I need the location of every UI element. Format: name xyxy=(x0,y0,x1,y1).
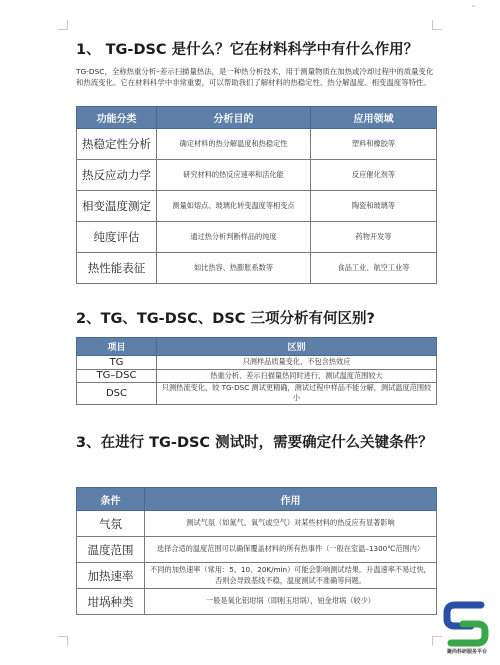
column-header: 功能分类 xyxy=(77,107,157,129)
table-cell: 热反应动力学 xyxy=(77,160,157,191)
table-cell: TG xyxy=(77,356,157,370)
table-row xyxy=(77,383,437,405)
column-header: 作用 xyxy=(145,488,437,511)
table-cell: 塑料和橡胶等 xyxy=(311,129,437,160)
table-header-row xyxy=(77,107,437,129)
table-cell: 选择合适的温度范围可以确保覆盖材料的所有热事件（一般在室温–1300℃范围内） xyxy=(145,537,437,563)
column-header: 区别 xyxy=(157,338,437,356)
table-row xyxy=(77,511,437,537)
section-heading-3: 3、在进行 TG-DSC 测试时，需要确定什么关键条件？ xyxy=(76,435,433,451)
page-corner-mark: ⌄ xyxy=(470,0,477,9)
table-row xyxy=(77,191,437,222)
table-cell: 相变温度测定 xyxy=(77,191,157,222)
table-cell: 陶瓷和玻璃等 xyxy=(311,191,437,222)
crop-mark-top-right xyxy=(432,20,442,30)
table-cell: DSC xyxy=(77,383,157,405)
functions-table xyxy=(76,106,437,284)
table-cell: 气氛 xyxy=(77,511,145,537)
table-cell: 加热速率 xyxy=(77,563,145,589)
table-cell: 温度范围 xyxy=(77,537,145,563)
table-cell: 如比热容、热膨胀系数等 xyxy=(157,253,311,284)
intro-paragraph: TG-DSC，全称热重分析–差示扫描量热法，是一种热分析技术，用于测量物质在加热或冷却过程中的质量变化和热流变化。它在材料科学中非常重要，可以帮助我们了解材料的热稳定性、热分解温度、相变温度等特性。 xyxy=(76,67,434,88)
table-cell: 测量如熔点、玻璃化转变温度等相变点 xyxy=(157,191,311,222)
table-cell: 坩埚种类 xyxy=(77,589,145,615)
column-header: 条件 xyxy=(77,488,145,511)
comparison-table xyxy=(76,337,437,405)
table-cell: 不同的加热速率（常用：5、10、20K/min）可能会影响测试结果。升温速率不易过快，否则会导致基线不稳，温度测试不准确等问题。 xyxy=(145,563,437,589)
crop-mark-bottom-left xyxy=(58,636,68,646)
table-row xyxy=(77,356,437,370)
column-header: 分析目的 xyxy=(157,107,311,129)
table-row xyxy=(77,253,437,284)
table-cell: 纯度评估 xyxy=(77,222,157,253)
table-cell: 一般是氧化铝坩埚（即刚玉坩埚），铂金坩埚（较少） xyxy=(145,589,437,615)
table-header-row xyxy=(77,338,437,356)
section-heading-1: 1、 TG-DSC 是什么？它在材料科学中有什么作用？ xyxy=(76,42,419,58)
table-row xyxy=(77,160,437,191)
table-row xyxy=(77,589,437,615)
table-cell: 研究材料的热反应速率和活化能 xyxy=(157,160,311,191)
table-header-row xyxy=(77,488,437,511)
table-cell: 热重分析、差示扫描量热同时进行，测试温度范围较大 xyxy=(157,369,437,383)
brand-logo-text: 聚尚科研服务平台 xyxy=(446,649,487,655)
table-cell: 热性能表征 xyxy=(77,253,157,284)
crop-mark-top-left xyxy=(58,20,68,30)
table-cell: 测试气氛（如氮气、氧气或空气）对某些材料的热反应有显著影响 xyxy=(145,511,437,537)
table-row xyxy=(77,129,437,160)
table-cell: 只测样品质量变化，不包含热效应 xyxy=(157,356,437,370)
table-row xyxy=(77,563,437,589)
table-row xyxy=(77,369,437,383)
table-cell: 药物开发等 xyxy=(311,222,437,253)
section-heading-2: 2、TG、TG-DSC、DSC 三项分析有何区别? xyxy=(76,311,375,327)
brand-logo-icon xyxy=(441,601,491,647)
table-cell: 反应催化剂等 xyxy=(311,160,437,191)
table-row xyxy=(77,222,437,253)
column-header: 项目 xyxy=(77,338,157,356)
table-cell: 通过热分析判断样品的纯度 xyxy=(157,222,311,253)
conditions-table xyxy=(76,487,437,615)
table-cell: 确定材料的热分解温度和热稳定性 xyxy=(157,129,311,160)
table-row xyxy=(77,537,437,563)
table-cell: TG–DSC xyxy=(77,369,157,383)
table-cell: 食品工业、航空工业等 xyxy=(311,253,437,284)
table-cell: 只测热流变化，较 TG-DSC 测试更精确，测试过程中样品不能分解，测试温度范围较小 xyxy=(157,383,437,405)
column-header: 应用领域 xyxy=(311,107,437,129)
table-cell: 热稳定性分析 xyxy=(77,129,157,160)
